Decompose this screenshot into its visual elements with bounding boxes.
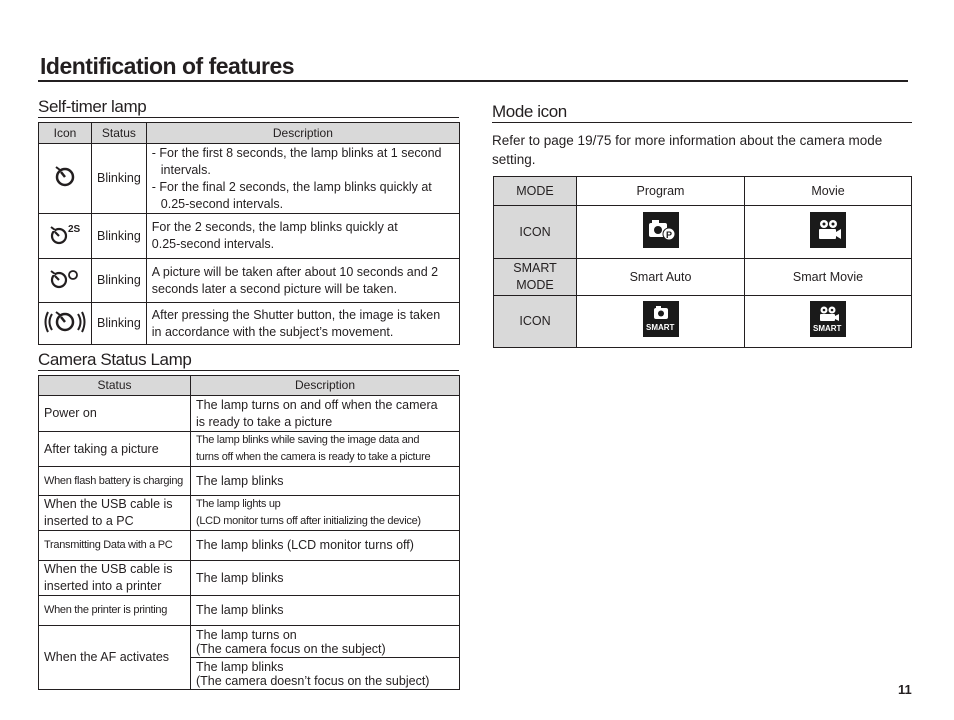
table-row: [39, 214, 460, 259]
table-row: [494, 177, 912, 206]
status-cell: After taking a picture: [39, 432, 191, 467]
double-self-timer-icon: [39, 259, 92, 303]
smart-badge-text: SMART: [645, 323, 674, 332]
col-icon: Icon: [39, 123, 92, 144]
movie-label: Movie: [745, 177, 912, 206]
status-line: When the USB cable is: [44, 562, 173, 576]
mode-icon-intro: Refer to page 19/75 for more information about the camera mode setting.: [492, 133, 883, 167]
table-row: [39, 496, 460, 531]
icon-label: ICON: [494, 296, 577, 348]
desc-line: The lamp turns on and off when the camera: [196, 397, 438, 412]
self-timer-2s-icon: [39, 214, 92, 259]
description-cell: The lamp blinks (LCD monitor turns off): [191, 531, 460, 561]
desc-line: intervals.: [160, 162, 211, 177]
mode-icon-rule: [492, 122, 912, 123]
camera-status-rule: [38, 370, 459, 371]
status-cell: [39, 561, 191, 596]
program-mode-icon: [577, 206, 745, 259]
description-cell: [146, 144, 459, 214]
table-row: [39, 144, 460, 214]
desc-line: (LCD monitor turns off after initializing the device): [196, 515, 421, 527]
col-status: Status: [92, 123, 147, 144]
description-cell: [191, 396, 460, 432]
program-label: Program: [577, 177, 745, 206]
svg-text:2S: 2S: [68, 223, 81, 235]
status-cell: Blinking: [92, 303, 147, 345]
status-line: When the USB cable is: [44, 497, 173, 511]
self-timer-table: [38, 122, 460, 345]
status-line: inserted to a PC: [44, 514, 134, 528]
smart-movie-label: Smart Movie: [745, 259, 912, 296]
col-status: Status: [39, 376, 191, 396]
status-cell: Blinking: [92, 259, 147, 303]
status-cell: Blinking: [92, 144, 147, 214]
table-row: [494, 259, 912, 296]
status-cell: When flash battery is charging: [39, 467, 191, 496]
description-cell: [191, 626, 460, 658]
table-row: [494, 296, 912, 348]
status-cell: Transmitting Data with a PC: [39, 531, 191, 561]
motion-timer-icon: [39, 303, 92, 345]
page-number: 11: [898, 682, 912, 697]
page-title: Identification of features: [40, 53, 295, 79]
desc-line: turns off when the camera is ready to take a picture: [196, 451, 431, 463]
desc-line: After pressing the Shutter button, the image is taken: [151, 307, 441, 322]
description-cell: [146, 259, 459, 303]
table-row: [39, 467, 460, 496]
status-cell: When the printer is printing: [39, 596, 191, 626]
desc-line: The lamp blinks while saving the image data and: [196, 434, 420, 446]
label-line: MODE: [516, 278, 554, 292]
desc-line: seconds later a second picture will be taken.: [151, 281, 398, 296]
description-cell: The lamp blinks: [191, 561, 460, 596]
status-cell: [39, 496, 191, 531]
table-row: [39, 626, 460, 658]
table-row: [39, 596, 460, 626]
desc-line: The lamp blinks: [196, 659, 284, 674]
desc-line: A picture will be taken after about 10 seconds and 2: [151, 264, 439, 279]
table-row: [39, 303, 460, 345]
table-row: [39, 259, 460, 303]
desc-line: 0.25-second intervals.: [151, 237, 275, 251]
description-cell: [191, 496, 460, 531]
smart-mode-label: [494, 259, 577, 296]
desc-line: (The camera doesn’t focus on the subject): [196, 673, 430, 688]
status-cell: Power on: [39, 396, 191, 432]
table-row: [494, 206, 912, 259]
desc-line: The lamp turns on: [196, 627, 297, 642]
smart-auto-icon: [577, 296, 745, 348]
description-cell: [191, 658, 460, 690]
self-timer-heading: Self-timer lamp: [38, 97, 147, 116]
mode-icon-heading: Mode icon: [492, 102, 567, 121]
table-row: [39, 531, 460, 561]
table-row: [39, 432, 460, 467]
title-rule: [38, 80, 908, 82]
desc-line: 0.25-second intervals.: [160, 196, 284, 211]
self-timer-10s-icon: [39, 144, 92, 214]
smart-movie-icon: [745, 296, 912, 348]
smart-auto-label: Smart Auto: [577, 259, 745, 296]
camera-status-heading: Camera Status Lamp: [38, 350, 192, 369]
desc-line: The lamp lights up: [196, 498, 281, 510]
description-cell: [191, 432, 460, 467]
table-row: [39, 396, 460, 432]
desc-line: in accordance with the subject’s movement.: [151, 324, 394, 339]
description-cell: [146, 303, 459, 345]
desc-line: - For the final 2 seconds, the lamp blinks quickly at: [151, 179, 432, 194]
svg-text:P: P: [665, 229, 672, 240]
mode-label: MODE: [494, 177, 577, 206]
desc-line: is ready to take a picture: [196, 414, 333, 429]
status-cell: When the AF activates: [39, 626, 191, 690]
icon-label: ICON: [494, 206, 577, 259]
col-description: Description: [146, 123, 459, 144]
movie-mode-icon: [745, 206, 912, 259]
self-timer-rule: [38, 117, 459, 118]
desc-line: (The camera focus on the subject): [196, 641, 386, 656]
description-cell: The lamp blinks: [191, 596, 460, 626]
description-cell: [146, 214, 459, 259]
status-cell: Blinking: [92, 214, 147, 259]
label-line: SMART: [513, 261, 557, 275]
smart-badge-text: SMART: [813, 324, 842, 333]
camera-status-table: [38, 375, 460, 690]
status-line: inserted into a printer: [44, 579, 162, 593]
desc-line: For the 2 seconds, the lamp blinks quickly at: [151, 220, 398, 234]
description-cell: The lamp blinks: [191, 467, 460, 496]
col-description: Description: [191, 376, 460, 396]
mode-icon-table: [493, 176, 912, 348]
table-row: [39, 561, 460, 596]
desc-line: - For the first 8 seconds, the lamp blinks at 1 second: [151, 145, 442, 160]
